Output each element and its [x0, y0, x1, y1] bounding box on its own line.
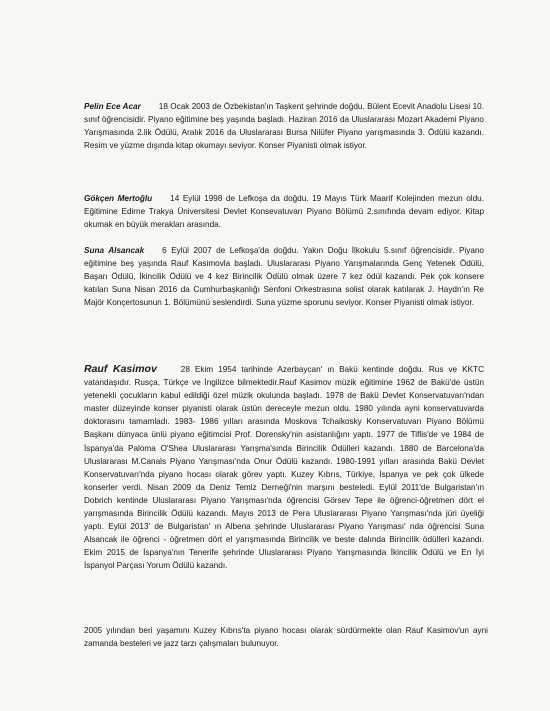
bio-text: 28 Ekim 1954 tarihinde Azerbaycan' ın Bakü kentinde doğdu. Rus ve KKTC vatandaşıdır. Rusça, Türkçe ve İngilizce bilmektedir.Rauf Kasimov müzik eğitimine 1962 de Bakü'de üstün yetenekli çocukların kabul edildiği özel müzik okulunda başladı. 1978 de Bakü Devlet Konservatuvarı'ndan master düzeyinde konser piyanisti olarak üstün dereceyle mezun oldu. 1980 yılında ayni konservatuvarda doktorasını tamamladı. 1983- 1986 yılları arasında Moskova Tchaikosky Konservatuvarı Piyano Bölümü Başkanı dünyaca ünlü piyano eğitimcisi Prof. Dorensky'nin asistanlığını yaptı. 1977 de Tiflis'de ve 1984 de İspanya'da Paloma O'Shea Uluslararası Yarışma'sında Birincilik Ödülleri kazandı. 1880 de Barcelona'da Uluslararası M.Canals Piyano Yarışması'nda Onur Ödülü kazandı. 1980-1991 yılları arasında Bakü Devlet Konservatuvarı'nda piyano hocası olarak görev yaptı. Kuzey Kıbrıs, Türkiye, İspanya ve pek çok ülkede konserler verdi. Nisan 2009 da Deniz Temiz Derneği'nin marşını besteledi. Eylül 2011'de Bulgaristan'ın Dobrich kentinde Uluslararası Piyano Yarışması'nda öğrencisi Görsev Tepe ile öğrenci-öğretmen dört el yarışmasında Birincilik Ödülü kazandı. Mayıs 2013 de Pera Uluslararası Piyano Yarışması'nda jüri üyeliği yaptı. Eylül 2013' de Bulgaristan' ın Albena şehrinde Uluslararası Piyano Yarışması' nda öğrencisi Suna Alsancak ile öğrenci - öğretmen dört el yarışmasında Birincilik ve beste dalında Birincilik ödülleri kazandı. Ekim 2015 de İspanya'nın Tenerife şehrinde Uluslararası Piyano Yarışmasında İkincilik Ödülü ve En İyi İspanyol Parçası Yorum Ödülü kazandı. — [84, 365, 484, 571]
closing-paragraph: 2005 yılından beri yaşamını Kuzey Kıbrıs'ta piyano hocası olarak sürdürmekte olan Rauf Kasimov'un ayni zamanda besteleri ve jazz tarzı çalışmaları bulunuyor. — [84, 626, 488, 649]
bio-rauf-kasimov — [84, 363, 484, 573]
bio-name: Rauf Kasimov — [84, 363, 157, 375]
bio-suna-alsancak — [84, 244, 484, 309]
bio-text: 6 Eylül 2007 de Lefkoşa'da doğdu. Yakın Doğu İlkokulu 5.sınıf öğrencisidir. Piyano eğitimine beş yaşında Rauf Kasimovla başladı. Uluslararası Piyano Yarışmalarında Genç Yetenek Ödülü, Başarı Ödülü, İkincilik Ödülü ve 4 kez Birincilik Ödülü olmak üzere 7 kez ödül kazandı. Pek çok konsere katılan Suna Nisan 2016 da Cumhurbaşkanlığı Senfoni Orkestrasına solist olarak katılarak J. Haydn'ın Re Majör Konçertosunun 1. Bölümünü seslendirdi. Suna yüzme sporunu seviyor. Konser Piyanisti olmak istiyor. — [84, 246, 484, 308]
bio-name: Suna Alsancak — [84, 246, 145, 255]
bio-text: 18 Ocak 2003 de Özbekistan'ın Taşkent şehrinde doğdu. Bülent Ecevit Anadolu Lisesi 10. sınıf öğrencisidir. Piyano eğitimine beş yaşında başladı. Haziran 2016 da Uluslararası Mozart Akademi Piyano Yarışmasında 2.lik Ödülü, Aralık 2016 da Uluslararası Bursa Nilüfer Piyano yarışmasında 3. Ödülü kazandı. Resim ve yüzme dışında kitap okumayı seviyor. Konser Piyanisti olmak istiyor. — [84, 102, 484, 151]
bio-name: Pelin Ece Acar — [84, 102, 141, 111]
bio-gokcen-mertoglu — [84, 192, 484, 231]
bio-pelin-ece-acar — [84, 100, 484, 152]
bio-text: 14 Eylül 1998 de Lefkoşa da doğdu. 19 Mayıs Türk Maarif Kolejinden mezun oldu. Eğitimine Edirne Trakya Üniversitesi Devlet Konsevatuvarı Piyano Bölümü 2.sınıfında devam ediyor. Kitap okumak en büyük merakları arasında. — [84, 194, 485, 230]
bio-name: Gökçen Mertoğlu — [84, 194, 153, 203]
